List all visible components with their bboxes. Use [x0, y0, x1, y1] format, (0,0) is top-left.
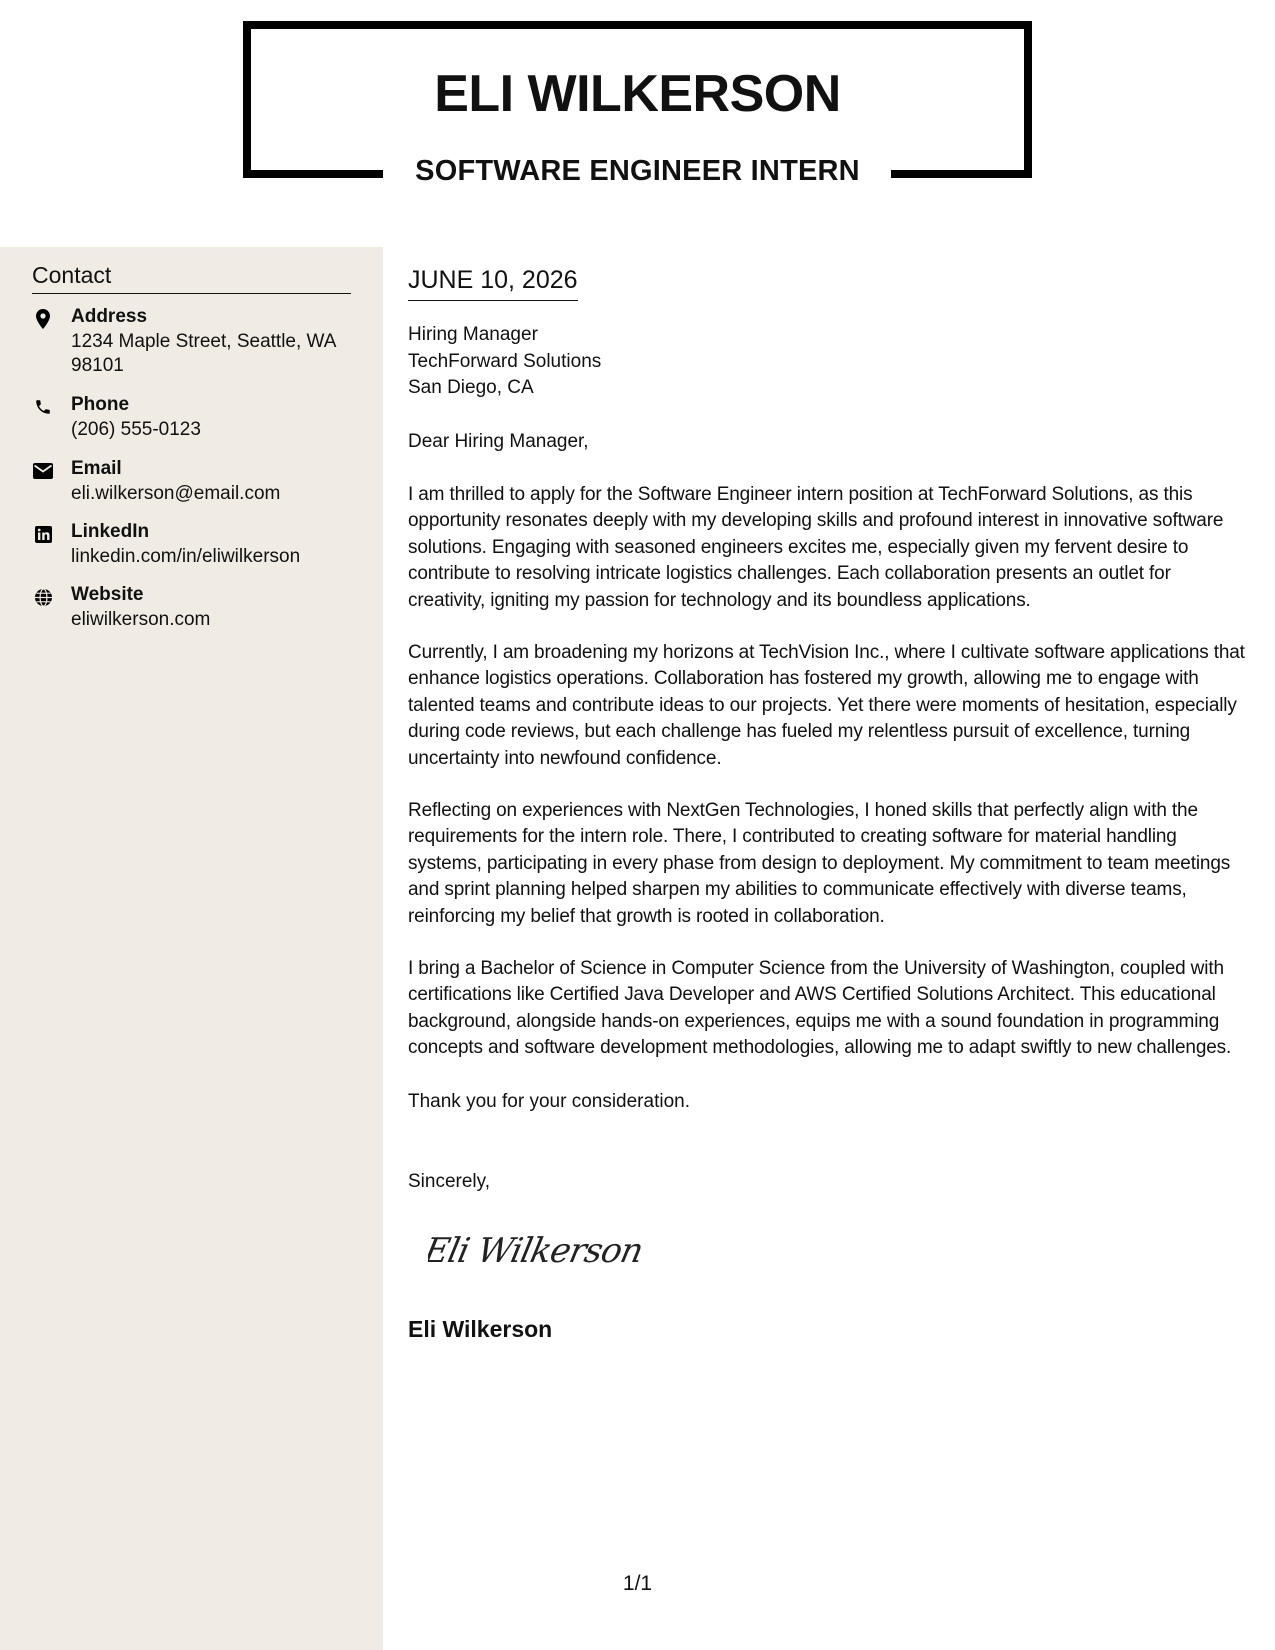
recipient-company: TechForward Solutions [408, 350, 602, 372]
page-number: 1/1 [622, 1572, 653, 1595]
map-pin-icon [32, 308, 54, 330]
signer-name: Eli Wilkerson [408, 1316, 553, 1342]
phone-value: (206) 555-0123 [71, 419, 201, 440]
closing-line: Thank you for your consideration. [408, 1091, 690, 1112]
contact-item-phone [32, 393, 362, 443]
letter-date: JUNE 10, 2026 [408, 264, 578, 301]
applicant-name: ELI WILKERSON [434, 65, 841, 123]
globe-icon [32, 586, 54, 608]
website-value: eliwilkerson.com [71, 609, 211, 630]
recipient-location: San Diego, CA [408, 377, 534, 398]
body-paragraph-3: Reflecting on experiences with NextGen Technologies, I honed skills that perfectly align with the requirements for the intern role. There, I contributed to creating software for material handling systems, participating in every phase from design to deployment. My commitment to team meetings and sprint planning helped sharpen my abilities to communicate effectively with diverse teams, reinforcing my belief that growth is rooted in collaboration. [408, 800, 1231, 927]
body-paragraph-4: I bring a Bachelor of Science in Computer Science from the University of Washington, coupled with certifications like Certified Java Developer and AWS Certified Solutions Architect. This educational background, alongside hands-on experiences, equips me with a sound foundation in programming concepts and software development methodologies, allowing me to adapt swiftly to new challenges. [408, 958, 1232, 1059]
phone-icon [32, 396, 54, 418]
address-label: Address [71, 306, 148, 327]
envelope-icon [32, 460, 54, 482]
contact-item-website [32, 583, 362, 633]
body-paragraph-1: I am thrilled to apply for the Software Engineer intern position at TechForward Solutions, as this opportunity resonates deeply with my developing skills and profound interest in innovative software solutions. Engaging with seasoned engineers excites me, especially given my fervent desire to contribute to resolving intricate logistics challenges. Each collaboration presents an outlet for creativity, igniting my passion for technology and its boundless applications. [408, 484, 1224, 611]
svg-text:Eli Wilkerson: Eli Wilkerson [428, 1231, 647, 1271]
email-value: eli.wilkerson@email.com [71, 483, 281, 504]
linkedin-icon [32, 523, 54, 545]
email-label: Email [71, 458, 122, 479]
contact-item-address [32, 305, 362, 377]
linkedin-label: LinkedIn [71, 521, 150, 542]
address-value: 1234 Maple Street, Seattle, WA 98101 [71, 331, 336, 376]
body-paragraph-2: Currently, I am broadening my horizons at TechVision Inc., where I cultivate software applications that enhance logistics operations. Collaboration has fostered my growth, allowing me to engage with talented teams and contribute ideas to our projects. Yet there were moments of hesitation, especially during code reviews, but each challenge has fueled my relentless pursuit of excellence, turning uncertainty into newfound confidence. [408, 642, 1245, 769]
linkedin-value: linkedin.com/in/eliwilkerson [71, 546, 301, 567]
salutation: Dear Hiring Manager, [408, 431, 589, 452]
website-label: Website [71, 584, 144, 605]
contact-item-email [32, 457, 362, 507]
contact-heading: Contact [32, 260, 351, 294]
sign-off: Sincerely, [408, 1171, 491, 1192]
phone-label: Phone [71, 394, 130, 415]
contact-item-linkedin [32, 520, 362, 570]
handwritten-signature [428, 1226, 648, 1279]
recipient-block [408, 322, 601, 402]
job-title: SOFTWARE ENGINEER INTERN [415, 155, 860, 187]
recipient-name: Hiring Manager [408, 324, 538, 345]
